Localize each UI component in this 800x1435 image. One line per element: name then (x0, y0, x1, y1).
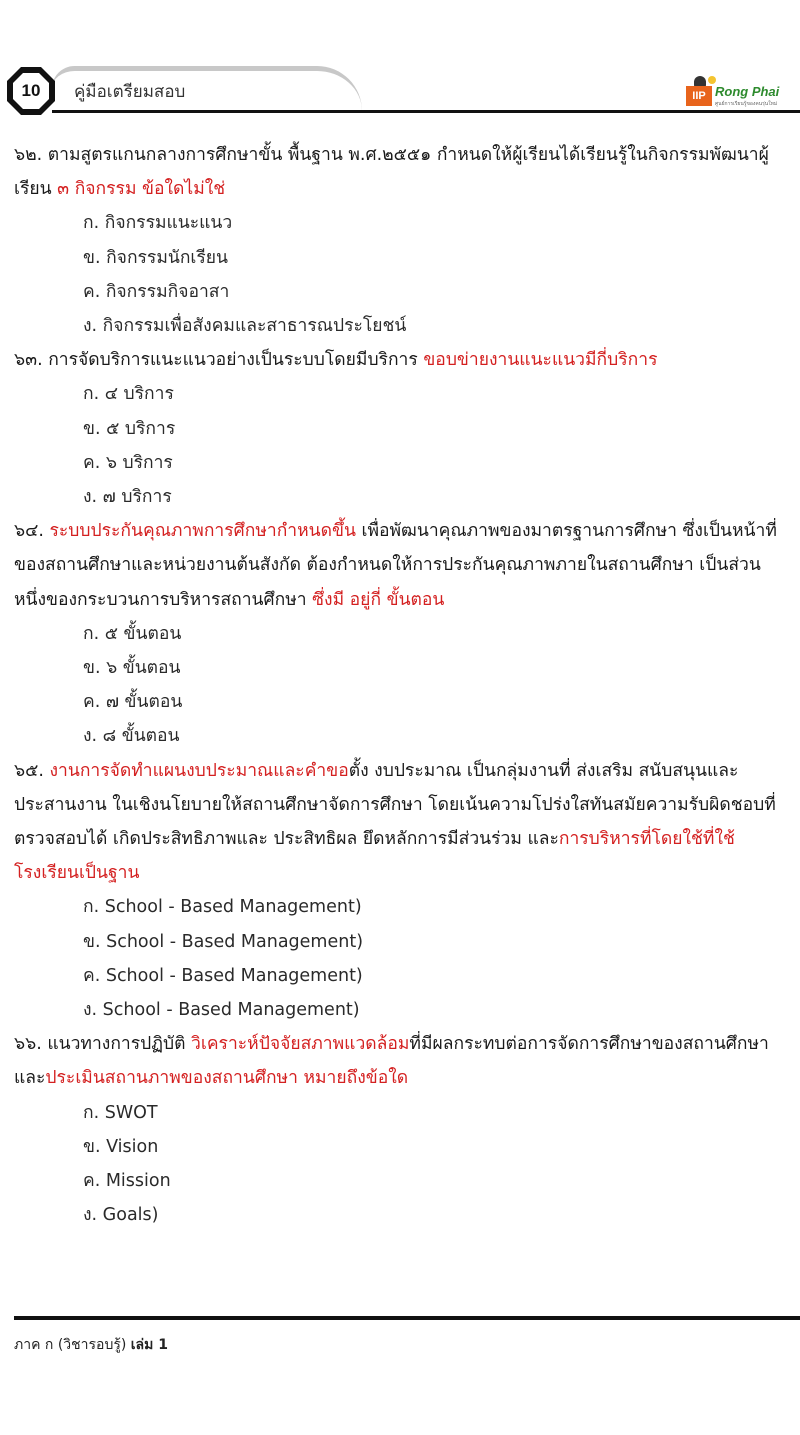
highlighted-text: ๓ กิจกรรม ข้อใดไม่ใช่ (57, 179, 226, 200)
highlighted-text: ระบบประกันคุณภาพการศึกษากำหนดขึ้น (49, 521, 356, 542)
question-text (0, 138, 800, 206)
question-text (0, 754, 800, 891)
question-block (0, 1027, 800, 1232)
logo-sun-icon (708, 76, 716, 84)
answer-option: ข. School - Based Management) (83, 931, 364, 952)
logo-name: Rong Phai (715, 84, 780, 99)
answer-option: ค. Mission (83, 1171, 171, 1192)
answer-option: ค. School - Based Management) (83, 965, 363, 986)
question-part: ที่มีผลกระทบต่อการจัดการศึกษาของสถานศึกษา และ (14, 1034, 769, 1089)
highlighted-text: ประเมินสถานภาพของสถานศึกษา หมายถึงข้อใด (45, 1068, 409, 1089)
question-number: ๖๒. (14, 145, 43, 165)
question-number: ๖๖. (14, 1034, 42, 1055)
answer-option: ข. Vision (83, 1136, 159, 1157)
highlighted-text: ขอบข่ายงานแนะแนวมีกี่บริการ (423, 350, 658, 371)
answer-option: ค. กิจกรรมกิจอาสา (83, 281, 230, 302)
question-block (0, 514, 800, 753)
question-number: ๖๔. (14, 521, 44, 542)
logo-box: IIP (686, 86, 712, 106)
answer-option: ก. School - Based Management) (83, 897, 362, 918)
answer-option: ก. กิจกรรมแนะแนว (83, 213, 233, 234)
footer-rule (14, 1316, 800, 1320)
highlighted-text: วิเคราะห์ปัจจัยสภาพแวดล้อม (191, 1034, 410, 1055)
page-number: 10 (21, 81, 41, 100)
page-footer (14, 1334, 168, 1356)
question-part: ตามสูตรแกนกลางการศึกษาขั้น พื้นฐาน พ.ศ.๒๕๕๑ กำหนดให้ผู้เรียนได้เรียนรู้ในกิจกรรมพัฒนาผู้เรียน (14, 145, 769, 200)
answer-option: ข. กิจกรรมนักเรียน (83, 247, 229, 268)
publisher-logo (686, 76, 796, 108)
answer-option: ก. ๔ บริการ (83, 384, 174, 405)
page-header (0, 0, 800, 125)
question-part: การจัดบริการแนะแนวอย่างเป็นระบบโดยมีบริการ (42, 350, 424, 371)
answer-option: ข. ๖ ขั้นตอน (83, 658, 181, 679)
highlighted-text: การบริหารที่โดยใช้ที่ใช้โรงเรียนเป็นฐาน (14, 829, 735, 884)
answer-option: ง. ๗ บริการ (83, 487, 172, 508)
answer-option: ง. กิจกรรมเพื่อสังคมและสาธารณประโยชน์ (83, 316, 407, 337)
answer-option: ก. SWOT (83, 1102, 158, 1123)
answer-option: ง. Goals) (83, 1205, 159, 1226)
logo-tagline: ศูนย์การเรียนรู้ของคนรุ่นใหม่ (715, 101, 778, 107)
question-block (0, 754, 800, 1028)
book-title: คู่มือเตรียมสอบ (74, 82, 186, 102)
answer-option: ค. ๗ ขั้นตอน (83, 692, 183, 713)
question-part: ตั้ง งบประมาณ เป็นกลุ่มงานที่ ส่งเสริม สนับสนุนและประสานงาน ในเชิงนโยบายให้สถานศึกษาจัดการศึกษา โดยเน้นความโปร่งใสทันสมัยความรับผิดชอบที่ตรวจสอบได้ เกิดประสิทธิภาพและ ประสิทธิผล ยึดหลักการมีส่วนร่วม และ (14, 760, 776, 850)
answer-option: ง. ๘ ขั้นตอน (83, 726, 180, 747)
answer-option: ข. ๕ บริการ (83, 418, 176, 439)
question-part: เพื่อพัฒนาคุณภาพของมาตรฐานการศึกษา ซึ่งเป็นหน้าที่ของสถานศึกษาและหน่วยงานต้นสังกัด ต้องกำหนดให้การประกันคุณภาพภายในสถานศึกษา เป็นส่วนหนึ่งของกระบวนการบริหารสถานศึกษา (14, 521, 777, 610)
question-block (0, 343, 800, 514)
highlighted-text: งานการจัดทำแผนงบประมาณและคำขอ (49, 760, 349, 781)
answer-option: ก. ๕ ขั้นตอน (83, 623, 182, 644)
question-number: ๖๓. (14, 350, 43, 371)
question-text (0, 514, 800, 617)
question-text (0, 343, 800, 377)
header-rule (52, 110, 800, 113)
footer-section: ภาค ก (วิชารอบรู้) (14, 1337, 131, 1353)
answer-option: ค. ๖ บริการ (83, 452, 173, 473)
footer-volume: เล่ม 1 (130, 1337, 168, 1353)
question-list (0, 138, 800, 1233)
highlighted-text: ซึ่งมี อยู่กี่ ขั้นตอน (312, 589, 445, 610)
question-block (0, 138, 800, 343)
question-part: แนวทางการปฏิบัติ (41, 1034, 192, 1055)
question-text (0, 1027, 800, 1095)
question-number: ๖๕. (14, 760, 44, 781)
answer-option: ง. School - Based Management) (83, 1000, 360, 1021)
